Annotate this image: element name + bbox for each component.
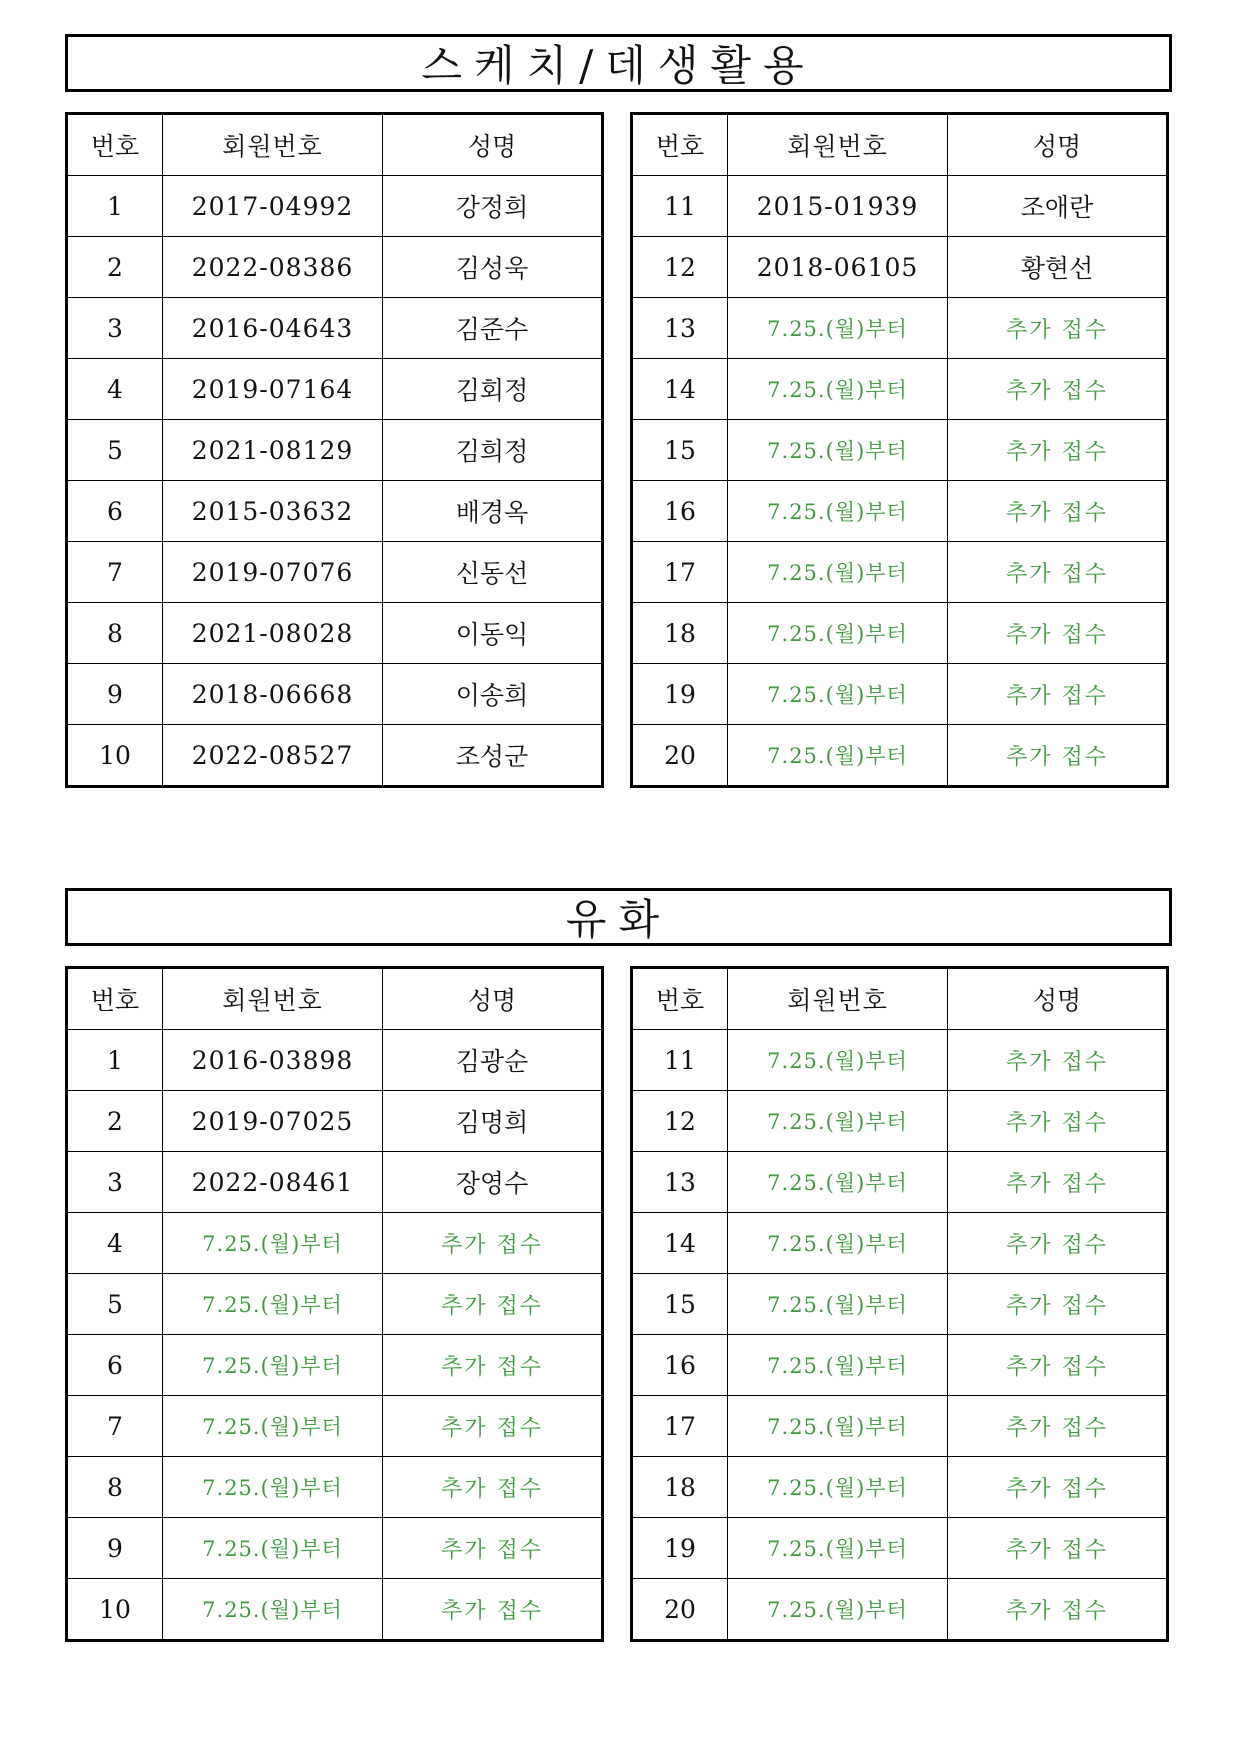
table-row bbox=[632, 359, 1168, 420]
row-number: 11 bbox=[632, 1030, 728, 1091]
pending-note: 추가 접수 bbox=[948, 1396, 1168, 1457]
member-number: 2018-06668 bbox=[163, 664, 383, 725]
pending-date: 7.25.(월)부터 bbox=[163, 1335, 383, 1396]
header-no: 번호 bbox=[632, 968, 728, 1030]
pending-note: 추가 접수 bbox=[383, 1274, 603, 1335]
table-row bbox=[67, 420, 603, 481]
pending-note: 추가 접수 bbox=[948, 1274, 1168, 1335]
table-row bbox=[632, 542, 1168, 603]
pending-date: 7.25.(월)부터 bbox=[728, 420, 948, 481]
table-row bbox=[67, 1213, 603, 1274]
table-row bbox=[632, 1579, 1168, 1641]
table-row bbox=[67, 298, 603, 359]
row-number: 8 bbox=[67, 603, 163, 664]
row-number: 18 bbox=[632, 603, 728, 664]
row-number: 11 bbox=[632, 176, 728, 237]
row-number: 5 bbox=[67, 1274, 163, 1335]
member-number: 2022-08386 bbox=[163, 237, 383, 298]
row-number: 16 bbox=[632, 1335, 728, 1396]
member-number: 2019-07025 bbox=[163, 1091, 383, 1152]
pending-note: 추가 접수 bbox=[948, 542, 1168, 603]
pending-note: 추가 접수 bbox=[948, 1213, 1168, 1274]
table-row bbox=[67, 542, 603, 603]
table-row bbox=[67, 603, 603, 664]
pending-date: 7.25.(월)부터 bbox=[728, 1457, 948, 1518]
table-row bbox=[67, 1457, 603, 1518]
pending-date: 7.25.(월)부터 bbox=[728, 1274, 948, 1335]
pending-note: 추가 접수 bbox=[948, 1518, 1168, 1579]
table-row bbox=[632, 1396, 1168, 1457]
pending-date: 7.25.(월)부터 bbox=[728, 298, 948, 359]
table-row bbox=[632, 1213, 1168, 1274]
pending-date: 7.25.(월)부터 bbox=[728, 725, 948, 787]
section-title-sketch: 스케치/데생활용 bbox=[65, 34, 1172, 92]
member-name: 배경옥 bbox=[383, 481, 603, 542]
table-row bbox=[632, 725, 1168, 787]
pending-note: 추가 접수 bbox=[948, 1030, 1168, 1091]
row-number: 15 bbox=[632, 1274, 728, 1335]
header-member-no: 회원번호 bbox=[163, 114, 383, 176]
pending-note: 추가 접수 bbox=[948, 298, 1168, 359]
pending-date: 7.25.(월)부터 bbox=[163, 1579, 383, 1641]
pending-note: 추가 접수 bbox=[948, 420, 1168, 481]
sketch-left-table bbox=[65, 112, 604, 788]
pending-note: 추가 접수 bbox=[383, 1335, 603, 1396]
row-number: 7 bbox=[67, 1396, 163, 1457]
row-number: 13 bbox=[632, 298, 728, 359]
pending-date: 7.25.(월)부터 bbox=[163, 1213, 383, 1274]
pending-date: 7.25.(월)부터 bbox=[728, 1213, 948, 1274]
member-number: 2019-07076 bbox=[163, 542, 383, 603]
table-row bbox=[67, 359, 603, 420]
table-row bbox=[67, 237, 603, 298]
header-row bbox=[632, 968, 1168, 1030]
pending-note: 추가 접수 bbox=[383, 1396, 603, 1457]
row-number: 14 bbox=[632, 1213, 728, 1274]
oil-left-table bbox=[65, 966, 604, 1642]
member-number: 2016-03898 bbox=[163, 1030, 383, 1091]
member-name: 김회정 bbox=[383, 359, 603, 420]
pending-note: 추가 접수 bbox=[948, 359, 1168, 420]
row-number: 19 bbox=[632, 664, 728, 725]
header-no: 번호 bbox=[67, 968, 163, 1030]
header-member-no: 회원번호 bbox=[163, 968, 383, 1030]
row-number: 20 bbox=[632, 725, 728, 787]
row-number: 3 bbox=[67, 298, 163, 359]
header-name: 성명 bbox=[948, 968, 1168, 1030]
member-name: 김명희 bbox=[383, 1091, 603, 1152]
row-number: 13 bbox=[632, 1152, 728, 1213]
pending-date: 7.25.(월)부터 bbox=[163, 1457, 383, 1518]
row-number: 16 bbox=[632, 481, 728, 542]
member-name: 조애란 bbox=[948, 176, 1168, 237]
pending-note: 추가 접수 bbox=[948, 1335, 1168, 1396]
pending-note: 추가 접수 bbox=[948, 1091, 1168, 1152]
header-row bbox=[67, 968, 603, 1030]
table-row bbox=[67, 1396, 603, 1457]
row-number: 8 bbox=[67, 1457, 163, 1518]
pending-note: 추가 접수 bbox=[383, 1518, 603, 1579]
member-number: 2015-01939 bbox=[728, 176, 948, 237]
member-name: 이송희 bbox=[383, 664, 603, 725]
row-number: 3 bbox=[67, 1152, 163, 1213]
header-row bbox=[67, 114, 603, 176]
pending-note: 추가 접수 bbox=[948, 1579, 1168, 1641]
pending-date: 7.25.(월)부터 bbox=[728, 542, 948, 603]
section-title-oil-painting: 유화 bbox=[65, 888, 1172, 946]
pending-date: 7.25.(월)부터 bbox=[728, 1396, 948, 1457]
table-row bbox=[67, 664, 603, 725]
table-row bbox=[67, 1579, 603, 1641]
table-row bbox=[67, 176, 603, 237]
header-member-no: 회원번호 bbox=[728, 114, 948, 176]
member-number: 2021-08028 bbox=[163, 603, 383, 664]
sketch-right-table bbox=[630, 112, 1169, 788]
member-number: 2019-07164 bbox=[163, 359, 383, 420]
table-row bbox=[67, 725, 603, 787]
table-row bbox=[632, 1030, 1168, 1091]
table-row bbox=[632, 603, 1168, 664]
pending-note: 추가 접수 bbox=[948, 481, 1168, 542]
pending-date: 7.25.(월)부터 bbox=[728, 603, 948, 664]
member-name: 신동선 bbox=[383, 542, 603, 603]
table-row bbox=[67, 1030, 603, 1091]
row-number: 6 bbox=[67, 1335, 163, 1396]
table-row bbox=[632, 1457, 1168, 1518]
row-number: 2 bbox=[67, 1091, 163, 1152]
member-number: 2022-08527 bbox=[163, 725, 383, 787]
row-number: 4 bbox=[67, 359, 163, 420]
table-row bbox=[67, 1274, 603, 1335]
table-row bbox=[632, 1091, 1168, 1152]
row-number: 17 bbox=[632, 1396, 728, 1457]
table-row bbox=[67, 1518, 603, 1579]
row-number: 9 bbox=[67, 664, 163, 725]
member-name: 강정희 bbox=[383, 176, 603, 237]
pending-date: 7.25.(월)부터 bbox=[728, 1518, 948, 1579]
table-row bbox=[632, 481, 1168, 542]
pending-date: 7.25.(월)부터 bbox=[728, 1335, 948, 1396]
table-row bbox=[67, 1091, 603, 1152]
row-number: 9 bbox=[67, 1518, 163, 1579]
table-row bbox=[632, 298, 1168, 359]
pending-note: 추가 접수 bbox=[948, 1457, 1168, 1518]
table-row bbox=[632, 176, 1168, 237]
pending-date: 7.25.(월)부터 bbox=[728, 664, 948, 725]
row-number: 19 bbox=[632, 1518, 728, 1579]
row-number: 14 bbox=[632, 359, 728, 420]
header-name: 성명 bbox=[383, 968, 603, 1030]
row-number: 10 bbox=[67, 1579, 163, 1641]
member-name: 김준수 bbox=[383, 298, 603, 359]
pending-note: 추가 접수 bbox=[383, 1579, 603, 1641]
table-row bbox=[632, 420, 1168, 481]
member-name: 김희정 bbox=[383, 420, 603, 481]
table-row bbox=[632, 1335, 1168, 1396]
member-number: 2018-06105 bbox=[728, 237, 948, 298]
pending-date: 7.25.(월)부터 bbox=[728, 1152, 948, 1213]
table-row bbox=[67, 1335, 603, 1396]
row-number: 5 bbox=[67, 420, 163, 481]
pending-date: 7.25.(월)부터 bbox=[728, 1579, 948, 1641]
member-number: 2015-03632 bbox=[163, 481, 383, 542]
row-number: 1 bbox=[67, 1030, 163, 1091]
pending-note: 추가 접수 bbox=[948, 1152, 1168, 1213]
pending-date: 7.25.(월)부터 bbox=[728, 1030, 948, 1091]
pending-date: 7.25.(월)부터 bbox=[728, 1091, 948, 1152]
member-number: 2022-08461 bbox=[163, 1152, 383, 1213]
table-row bbox=[632, 237, 1168, 298]
row-number: 1 bbox=[67, 176, 163, 237]
pending-date: 7.25.(월)부터 bbox=[728, 359, 948, 420]
member-number: 2021-08129 bbox=[163, 420, 383, 481]
member-name: 이동익 bbox=[383, 603, 603, 664]
member-name: 조성군 bbox=[383, 725, 603, 787]
row-number: 15 bbox=[632, 420, 728, 481]
member-name: 장영수 bbox=[383, 1152, 603, 1213]
header-no: 번호 bbox=[67, 114, 163, 176]
member-number: 2016-04643 bbox=[163, 298, 383, 359]
table-row bbox=[632, 664, 1168, 725]
member-name: 황현선 bbox=[948, 237, 1168, 298]
header-row bbox=[632, 114, 1168, 176]
table-row bbox=[632, 1274, 1168, 1335]
row-number: 12 bbox=[632, 1091, 728, 1152]
row-number: 12 bbox=[632, 237, 728, 298]
pending-date: 7.25.(월)부터 bbox=[163, 1274, 383, 1335]
pending-date: 7.25.(월)부터 bbox=[728, 481, 948, 542]
pending-note: 추가 접수 bbox=[383, 1457, 603, 1518]
pending-note: 추가 접수 bbox=[948, 664, 1168, 725]
table-row bbox=[632, 1518, 1168, 1579]
header-name: 성명 bbox=[383, 114, 603, 176]
row-number: 2 bbox=[67, 237, 163, 298]
pending-date: 7.25.(월)부터 bbox=[163, 1518, 383, 1579]
pending-note: 추가 접수 bbox=[948, 603, 1168, 664]
member-name: 김성욱 bbox=[383, 237, 603, 298]
member-number: 2017-04992 bbox=[163, 176, 383, 237]
row-number: 17 bbox=[632, 542, 728, 603]
row-number: 20 bbox=[632, 1579, 728, 1641]
row-number: 4 bbox=[67, 1213, 163, 1274]
member-name: 김광순 bbox=[383, 1030, 603, 1091]
table-row bbox=[67, 1152, 603, 1213]
pending-note: 추가 접수 bbox=[948, 725, 1168, 787]
header-member-no: 회원번호 bbox=[728, 968, 948, 1030]
header-name: 성명 bbox=[948, 114, 1168, 176]
row-number: 10 bbox=[67, 725, 163, 787]
pending-note: 추가 접수 bbox=[383, 1213, 603, 1274]
row-number: 6 bbox=[67, 481, 163, 542]
row-number: 18 bbox=[632, 1457, 728, 1518]
header-no: 번호 bbox=[632, 114, 728, 176]
row-number: 7 bbox=[67, 542, 163, 603]
pending-date: 7.25.(월)부터 bbox=[163, 1396, 383, 1457]
table-row bbox=[632, 1152, 1168, 1213]
table-row bbox=[67, 481, 603, 542]
oil-right-table bbox=[630, 966, 1169, 1642]
